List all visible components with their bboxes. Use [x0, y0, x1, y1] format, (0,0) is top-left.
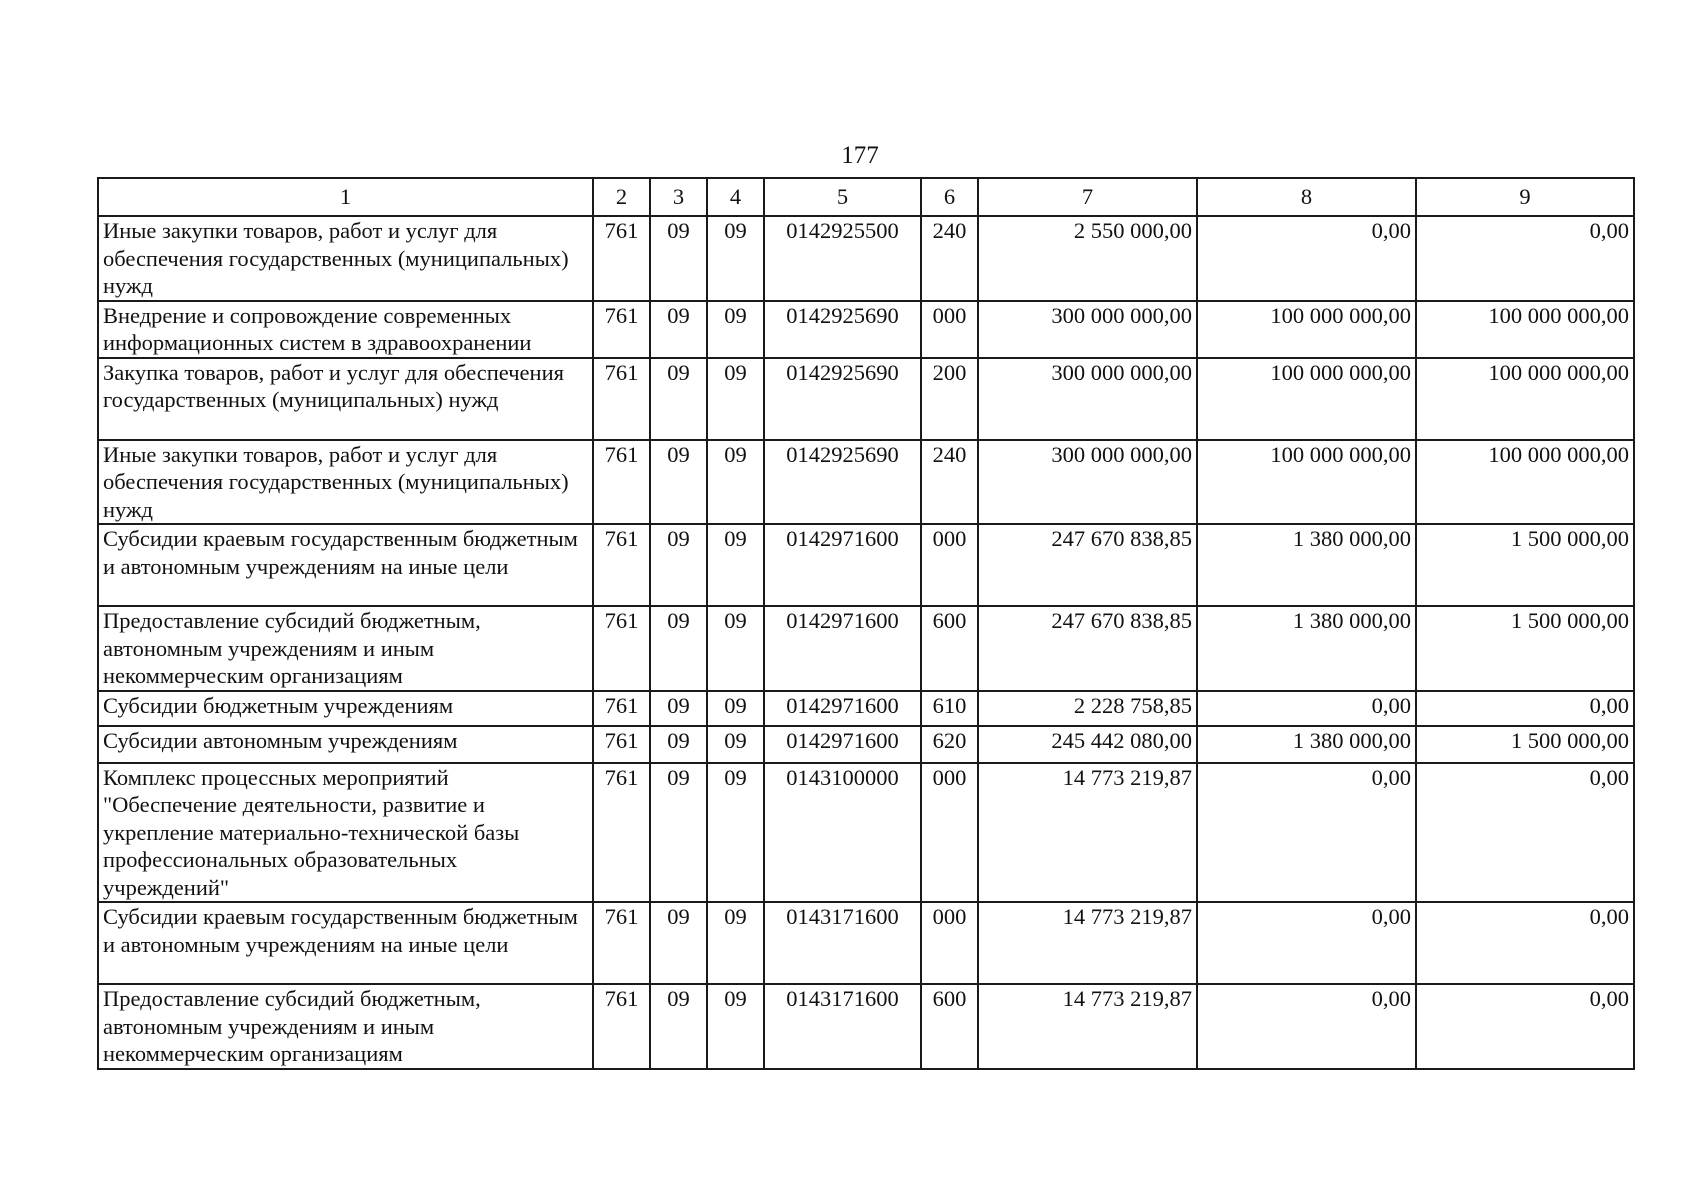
subsection-code-cell: 09 [707, 984, 764, 1069]
section-code-cell: 09 [650, 691, 707, 726]
table-row [98, 763, 1634, 903]
column-header: 1 [98, 178, 593, 216]
ministry-code-cell: 761 [593, 440, 650, 525]
page-number: 177 [841, 142, 879, 169]
amount-year1-cell: 14 773 219,87 [978, 984, 1197, 1069]
amount-year1-cell: 247 670 838,85 [978, 524, 1197, 606]
target-article-cell: 0142925690 [764, 440, 921, 525]
table-row [98, 606, 1634, 691]
table-row [98, 691, 1634, 726]
section-code-cell: 09 [650, 606, 707, 691]
ministry-code-cell: 761 [593, 902, 650, 984]
column-header: 2 [593, 178, 650, 216]
ministry-code-cell: 761 [593, 763, 650, 903]
column-header: 6 [921, 178, 978, 216]
amount-year2-cell: 0,00 [1197, 984, 1416, 1069]
row-name-cell: Внедрение и сопровождение современных информационных систем в здравоохранении [98, 301, 593, 358]
amount-year1-cell: 2 550 000,00 [978, 216, 1197, 301]
table-body [98, 216, 1634, 1069]
table-row [98, 984, 1634, 1069]
row-name-cell: Субсидии бюджетным учреждениям [98, 691, 593, 726]
amount-year3-cell: 1 500 000,00 [1416, 606, 1634, 691]
target-article-cell: 0143171600 [764, 984, 921, 1069]
target-article-cell: 0143100000 [764, 763, 921, 903]
ministry-code-cell: 761 [593, 524, 650, 606]
row-name-cell: Субсидии автономным учреждениям [98, 726, 593, 763]
subsection-code-cell: 09 [707, 902, 764, 984]
column-header: 8 [1197, 178, 1416, 216]
subsection-code-cell: 09 [707, 440, 764, 525]
table-row [98, 524, 1634, 606]
section-code-cell: 09 [650, 984, 707, 1069]
amount-year1-cell: 300 000 000,00 [978, 358, 1197, 440]
amount-year3-cell: 1 500 000,00 [1416, 726, 1634, 763]
row-name-cell: Предоставление субсидий бюджетным, автономным учреждениям и иным некоммерческим организациям [98, 606, 593, 691]
section-code-cell: 09 [650, 902, 707, 984]
ministry-code-cell: 761 [593, 301, 650, 358]
expense-type-cell: 240 [921, 216, 978, 301]
amount-year3-cell: 0,00 [1416, 763, 1634, 903]
amount-year3-cell: 100 000 000,00 [1416, 358, 1634, 440]
subsection-code-cell: 09 [707, 358, 764, 440]
amount-year1-cell: 2 228 758,85 [978, 691, 1197, 726]
ministry-code-cell: 761 [593, 726, 650, 763]
header-row [98, 178, 1634, 216]
amount-year1-cell: 245 442 080,00 [978, 726, 1197, 763]
section-code-cell: 09 [650, 440, 707, 525]
subsection-code-cell: 09 [707, 691, 764, 726]
section-code-cell: 09 [650, 216, 707, 301]
table-row [98, 726, 1634, 763]
ministry-code-cell: 761 [593, 606, 650, 691]
target-article-cell: 0142971600 [764, 726, 921, 763]
amount-year1-cell: 300 000 000,00 [978, 440, 1197, 525]
section-code-cell: 09 [650, 358, 707, 440]
amount-year1-cell: 14 773 219,87 [978, 763, 1197, 903]
subsection-code-cell: 09 [707, 216, 764, 301]
amount-year2-cell: 0,00 [1197, 763, 1416, 903]
expense-type-cell: 000 [921, 902, 978, 984]
expense-type-cell: 610 [921, 691, 978, 726]
row-name-cell: Закупка товаров, работ и услуг для обеспечения государственных (муниципальных) нужд [98, 358, 593, 440]
ministry-code-cell: 761 [593, 691, 650, 726]
amount-year1-cell: 247 670 838,85 [978, 606, 1197, 691]
section-code-cell: 09 [650, 726, 707, 763]
ministry-code-cell: 761 [593, 984, 650, 1069]
column-header: 5 [764, 178, 921, 216]
expense-type-cell: 600 [921, 984, 978, 1069]
target-article-cell: 0142971600 [764, 691, 921, 726]
ministry-code-cell: 761 [593, 358, 650, 440]
amount-year3-cell: 100 000 000,00 [1416, 301, 1634, 358]
row-name-cell: Субсидии краевым государственным бюджетным и автономным учреждениям на иные цели [98, 902, 593, 984]
table-row [98, 358, 1634, 440]
row-name-cell: Иные закупки товаров, работ и услуг для обеспечения государственных (муниципальных) нужд [98, 216, 593, 301]
amount-year1-cell: 14 773 219,87 [978, 902, 1197, 984]
subsection-code-cell: 09 [707, 524, 764, 606]
expense-type-cell: 000 [921, 763, 978, 903]
target-article-cell: 0142925500 [764, 216, 921, 301]
expense-type-cell: 200 [921, 358, 978, 440]
amount-year1-cell: 300 000 000,00 [978, 301, 1197, 358]
amount-year2-cell: 0,00 [1197, 216, 1416, 301]
subsection-code-cell: 09 [707, 301, 764, 358]
subsection-code-cell: 09 [707, 606, 764, 691]
amount-year3-cell: 0,00 [1416, 984, 1634, 1069]
amount-year2-cell: 100 000 000,00 [1197, 301, 1416, 358]
amount-year2-cell: 1 380 000,00 [1197, 606, 1416, 691]
subsection-code-cell: 09 [707, 763, 764, 903]
amount-year3-cell: 0,00 [1416, 216, 1634, 301]
amount-year2-cell: 1 380 000,00 [1197, 726, 1416, 763]
subsection-code-cell: 09 [707, 726, 764, 763]
amount-year2-cell: 0,00 [1197, 691, 1416, 726]
expense-type-cell: 000 [921, 524, 978, 606]
amount-year2-cell: 100 000 000,00 [1197, 440, 1416, 525]
row-name-cell: Иные закупки товаров, работ и услуг для обеспечения государственных (муниципальных) нужд [98, 440, 593, 525]
target-article-cell: 0142971600 [764, 606, 921, 691]
expense-type-cell: 240 [921, 440, 978, 525]
column-header: 3 [650, 178, 707, 216]
section-code-cell: 09 [650, 524, 707, 606]
section-code-cell: 09 [650, 763, 707, 903]
amount-year3-cell: 0,00 [1416, 902, 1634, 984]
row-name-cell: Предоставление субсидий бюджетным, автономным учреждениям и иным некоммерческим организациям [98, 984, 593, 1069]
column-header: 4 [707, 178, 764, 216]
section-code-cell: 09 [650, 301, 707, 358]
table-row [98, 902, 1634, 984]
ministry-code-cell: 761 [593, 216, 650, 301]
expense-type-cell: 600 [921, 606, 978, 691]
table-row [98, 301, 1634, 358]
amount-year2-cell: 100 000 000,00 [1197, 358, 1416, 440]
target-article-cell: 0143171600 [764, 902, 921, 984]
target-article-cell: 0142925690 [764, 358, 921, 440]
column-header: 9 [1416, 178, 1634, 216]
budget-table [97, 177, 1635, 1070]
row-name-cell: Субсидии краевым государственным бюджетным и автономным учреждениям на иные цели [98, 524, 593, 606]
target-article-cell: 0142925690 [764, 301, 921, 358]
amount-year3-cell: 0,00 [1416, 691, 1634, 726]
expense-type-cell: 620 [921, 726, 978, 763]
expense-type-cell: 000 [921, 301, 978, 358]
table-row [98, 216, 1634, 301]
amount-year2-cell: 1 380 000,00 [1197, 524, 1416, 606]
row-name-cell: Комплекс процессных мероприятий "Обеспечение деятельности, развитие и укрепление материально-технической базы профессиональных образовательных учреждений" [98, 763, 593, 903]
amount-year3-cell: 1 500 000,00 [1416, 524, 1634, 606]
amount-year3-cell: 100 000 000,00 [1416, 440, 1634, 525]
column-header: 7 [978, 178, 1197, 216]
target-article-cell: 0142971600 [764, 524, 921, 606]
amount-year2-cell: 0,00 [1197, 902, 1416, 984]
table-row [98, 440, 1634, 525]
